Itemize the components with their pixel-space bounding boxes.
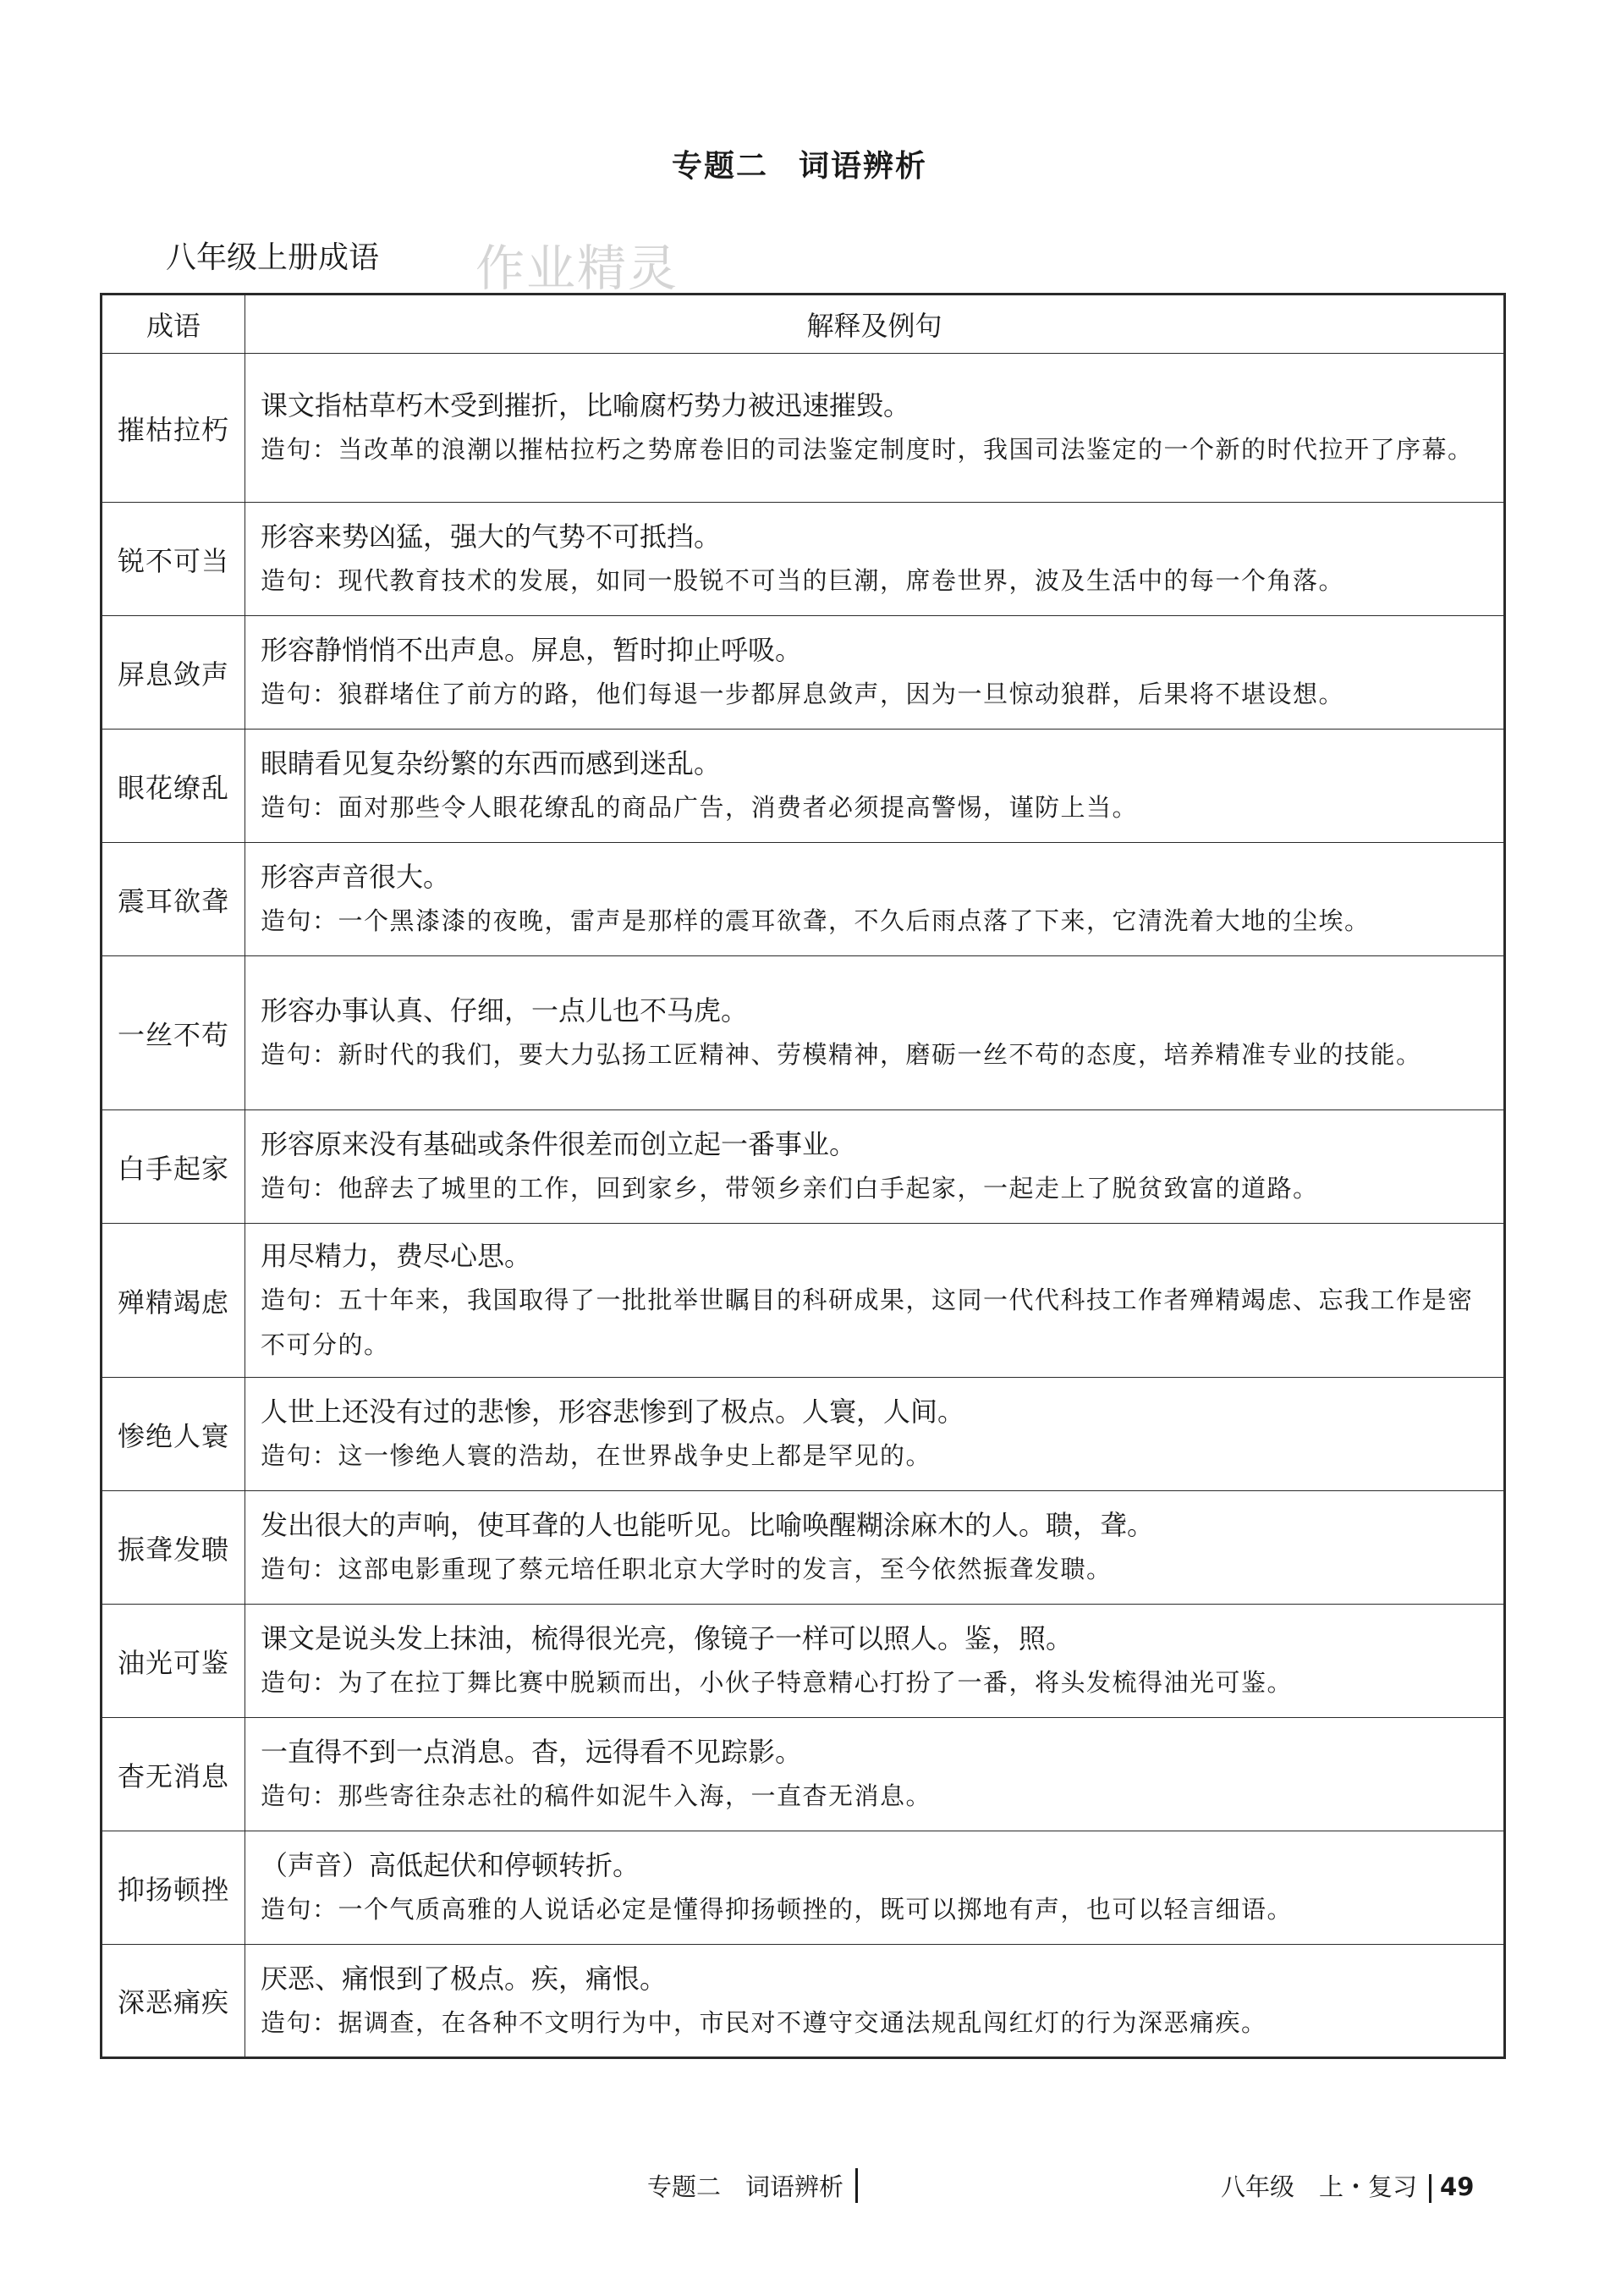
table-row [102,1831,1505,1945]
table-row [102,1224,1505,1378]
example-sentence: 造句：这一惨绝人寰的浩劫，在世界战争史上都是罕见的。 [261,1441,932,1470]
explanation-cell [245,1378,1505,1491]
definition-text: 形容来势凶猛，强大的气势不可抵挡。 [261,520,722,553]
title-label: 词语辨析 [799,149,928,184]
definition-text: 课文是说头发上抹油，梳得很光亮，像镜子一样可以照人。鉴，照。 [261,1622,1074,1655]
example-sentence: 造句：狼群堵住了前方的路，他们每退一步都屏息敛声，因为一旦惊动狼群，后果将不堪设想。 [261,680,1345,708]
idiom-cell: 深恶痛疾 [102,1945,245,2058]
table-row [102,1110,1505,1224]
table-row [102,1605,1505,1718]
idiom-cell: 油光可鉴 [102,1605,245,1718]
table-row [102,1378,1505,1491]
table-row [102,616,1505,730]
table-row [102,730,1505,843]
example-sentence: 造句：一个气质高雅的人说话必定是懂得抑扬顿挫的，既可以掷地有声，也可以轻言细语。 [261,1895,1294,1924]
table-row [102,1718,1505,1831]
definition-text: 发出很大的声响，使耳聋的人也能听见。比喻唤醒糊涂麻木的人。聩，聋。 [261,1509,1155,1541]
example-sentence: 造句：这部电影重现了蔡元培任职北京大学时的发言，至今依然振聋发聩。 [261,1555,1113,1583]
table-row [102,503,1505,616]
definition-text: 眼睛看见复杂纷繁的东西而感到迷乱。 [261,747,722,779]
page-title [0,142,1599,185]
explanation-cell [245,1945,1505,2058]
definition-text: 课文指枯草朽木受到摧折，比喻腐朽势力被迅速摧毁。 [261,389,911,421]
example-sentence: 造句：为了在拉丁舞比赛中脱颖而出，小伙子特意精心打扮了一番，将头发梳得油光可鉴。 [261,1668,1294,1697]
idiom-table [100,293,1506,2059]
idiom-cell: 杳无消息 [102,1718,245,1831]
definition-text: 形容原来没有基础或条件很差而创立起一番事业。 [261,1128,857,1160]
table-row [102,1945,1505,2058]
example-sentence: 造句：一个黑漆漆的夜晚，雷声是那样的震耳欲聋，不久后雨点落了下来，它清洗着大地的尘埃。 [261,906,1371,935]
definition-text: 一直得不到一点消息。杳，远得看不见踪影。 [261,1736,803,1768]
column-header-idiom: 成语 [102,295,245,354]
idiom-cell: 锐不可当 [102,503,245,616]
table-row [102,956,1505,1110]
footer-divider [1429,2174,1431,2203]
idiom-cell: 震耳欲聋 [102,843,245,956]
definition-text: 用尽精力，费尽心思。 [261,1239,532,1272]
example-sentence: 造句：当改革的浪潮以摧枯拉朽之势席卷旧的司法鉴定制度时，我国司法鉴定的一个新的时代拉开了序幕。 [261,435,1474,464]
example-sentence: 造句：新时代的我们，要大力弘扬工匠精神、劳模精神，磨砺一丝不苟的态度，培养精准专业的技能。 [261,1040,1422,1069]
table-row [102,1491,1505,1605]
example-sentence: 造句：面对那些令人眼花缭乱的商品广告，消费者必须提高警惕，谨防上当。 [261,793,1139,822]
definition-text: 形容办事认真、仔细，一点儿也不马虎。 [261,994,749,1027]
definition-text: 形容声音很大。 [261,861,451,893]
footer-section-label: 专题二 词语辨析 [647,2168,858,2203]
idiom-cell: 惨绝人寰 [102,1378,245,1491]
section-label: 专题二 [671,149,768,184]
idiom-cell: 白手起家 [102,1110,245,1224]
definition-text: 形容静悄悄不出声息。屏息，暂时抑止呼吸。 [261,634,803,666]
explanation-cell [245,1718,1505,1831]
explanation-cell [245,1831,1505,1945]
idiom-cell: 殚精竭虑 [102,1224,245,1378]
explanation-cell [245,354,1505,503]
explanation-cell [245,843,1505,956]
page-number: 49 [1440,2172,1475,2201]
table-row [102,843,1505,956]
explanation-cell [245,1224,1505,1378]
definition-text: 厌恶、痛恨到了极点。疾，痛恨。 [261,1962,668,1995]
example-sentence: 造句：据调查，在各种不文明行为中，市民对不遵守交通法规乱闯红灯的行为深恶痛疾。 [261,2007,1267,2037]
table-row [102,354,1505,503]
example-sentence: 造句：他辞去了城里的工作，回到家乡，带领乡亲们白手起家，一起走上了脱贫致富的道路。 [261,1174,1319,1203]
explanation-cell [245,1491,1505,1605]
explanation-cell [245,1605,1505,1718]
idiom-cell: 摧枯拉朽 [102,354,245,503]
explanation-cell [245,956,1505,1110]
idiom-cell: 眼花缭乱 [102,730,245,843]
footer-grade [1221,2168,1474,2203]
column-header-explanation: 解释及例句 [245,295,1505,354]
example-sentence: 造句：现代教育技术的发展，如同一股锐不可当的巨潮，席卷世界，波及生活中的每一个角落。 [261,566,1345,595]
idiom-cell: 振聋发聩 [102,1491,245,1605]
example-sentence: 造句：那些寄往杂志社的稿件如泥牛入海，一直杳无消息。 [261,1781,932,1810]
explanation-cell [245,616,1505,730]
idiom-cell: 抑扬顿挫 [102,1831,245,1945]
table-header-row [102,295,1505,354]
section-subtitle: 八年级上册成语 [166,240,380,275]
idiom-cell: 屏息敛声 [102,616,245,730]
explanation-cell [245,730,1505,843]
definition-text: （声音）高低起伏和停顿转折。 [261,1849,640,1881]
explanation-cell [245,503,1505,616]
idiom-cell: 一丝不苟 [102,956,245,1110]
explanation-cell [245,1110,1505,1224]
example-sentence: 造句：五十年来，我国取得了一批批举世瞩目的科研成果，这同一代代科技工作者殚精竭虑、忘我工作是密不可分的。 [261,1285,1474,1359]
definition-text: 人世上还没有过的悲惨，形容悲惨到了极点。人寰，人间。 [261,1396,965,1428]
footer-grade-label: 八年级 上・复习 [1221,2172,1418,2201]
watermark: 作业精灵 [475,240,679,297]
